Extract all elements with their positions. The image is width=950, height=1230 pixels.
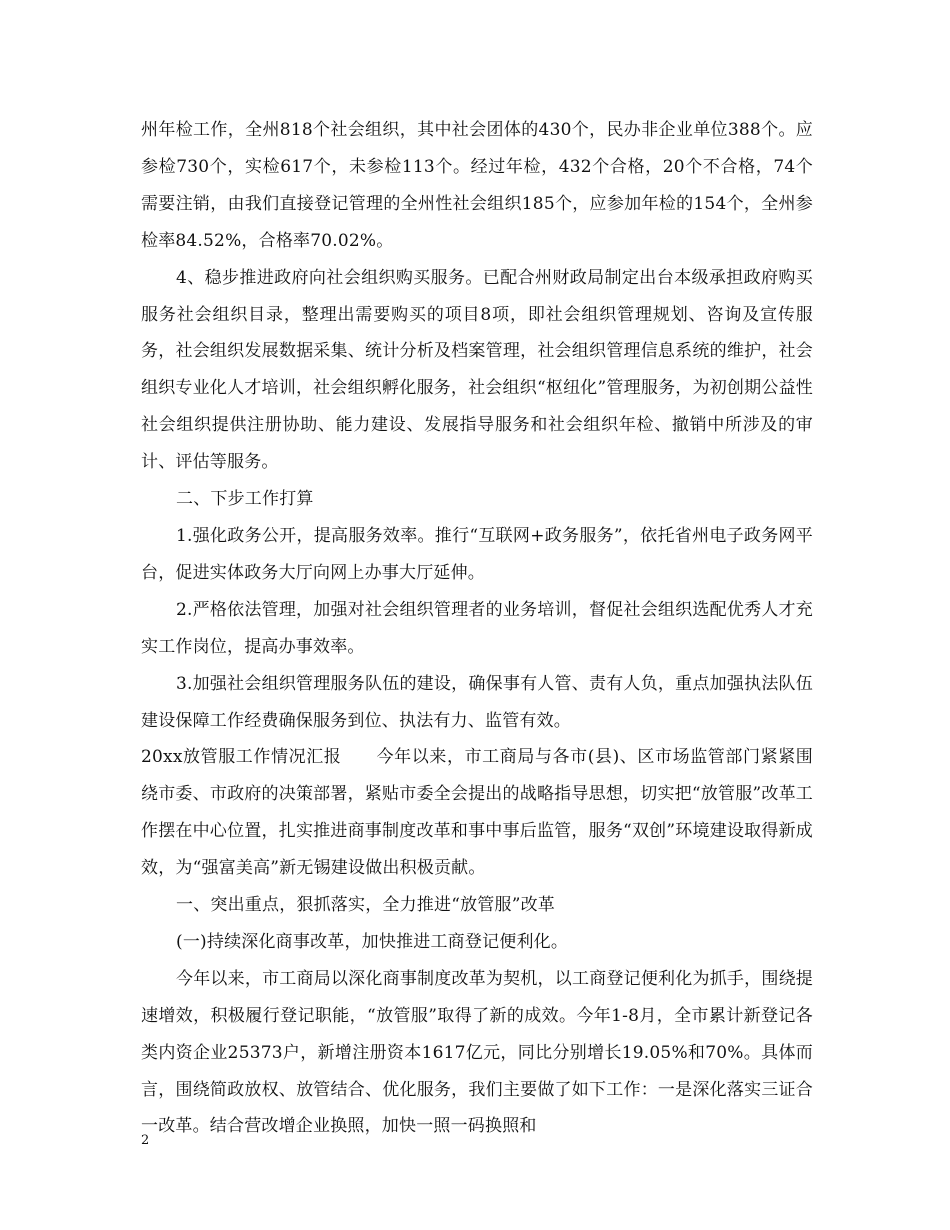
paragraph-strict-management: 2.严格依法管理，加强对社会组织管理者的业务培训，督促社会组织选配优秀人才充实工作岗位，提高办事效率。 xyxy=(141,599,813,657)
paragraph-team-construction: 3.加强社会组织管理服务队伍的建设，确保事有人管、责有人负，重点加强执法队伍建设保障工作经费确保服务到位、执法有力、监管有效。 xyxy=(141,673,813,731)
paragraph-report-introduction: 20xx放管服工作情况汇报 今年以来，市工商局与各市(县)、区市场监管部门紧紧围绕市委、市政府的决策部署，紧贴市委全会提出的战略指导思想，切实把“放管服”改革工作摆在中心位置，扎实推进商事制度改革和事中事后监管，服务“双创”环境建设取得新成效，为“强富美高”新无锡建设做出积极贡献。 xyxy=(141,747,813,879)
section-heading-reform-focus: 一、突出重点，狠抓落实，全力推进“放管服”改革 xyxy=(176,895,555,916)
page-number: 2 xyxy=(141,1133,150,1148)
paragraph-annual-inspection-statistics: 州年检工作，全州818个社会组织，其中社会团体的430个，民办非企业单位388个。应参检730个，实检617个，未参检113个。经过年检，432个合格，20个不合格，74个需要注销，由我们直接登记管理的全州性社会组织185个，应参加年检的154个，全州参检率84.52%，合格率70.02%。 xyxy=(141,120,814,251)
paragraph-government-affairs-openness: 1.强化政务公开，提高服务效率。推行“互联网+政务服务”，依托省州电子政务网平台，促进实体政务大厅向网上办事大厅延伸。 xyxy=(141,525,813,583)
document-body xyxy=(141,112,813,1145)
subsection-heading-commercial-reform: (一)持续深化商事改革，加快推进工商登记便利化。 xyxy=(176,931,569,952)
section-heading-next-steps: 二、下步工作打算 xyxy=(176,489,314,510)
paragraph-government-purchase-services: 4、稳步推进政府向社会组织购买服务。已配合州财政局制定出台本级承担政府购买服务社会组织目录，整理出需要购买的项目8项，即社会组织管理规划、咨询及宣传服务，社会组织发展数据采集、统计分析及档案管理，社会组织管理信息系统的维护，社会组织专业化人才培训，社会组织孵化服务，社会组织“枢纽化”管理服务，为初创期公益性社会组织提供注册协助、能力建设、发展指导服务和社会组织年检、撤销中所涉及的审计、评估等服务。 xyxy=(141,267,813,473)
paragraph-registration-results: 今年以来，市工商局以深化商事制度改革为契机，以工商登记便利化为抓手，围绕提速增效，积极履行登记职能，“放管服”取得了新的成效。今年1-8月，全市累计新登记各类内资企业25373户，新增注册资本1617亿元，同比分别增长19.05%和70%。具体而言，围绕简政放权、放管结合、优化服务，我们主要做了如下工作：一是深化落实三证合一改革。结合营改增企业换照，加快一照一码换照和 xyxy=(141,968,813,1137)
